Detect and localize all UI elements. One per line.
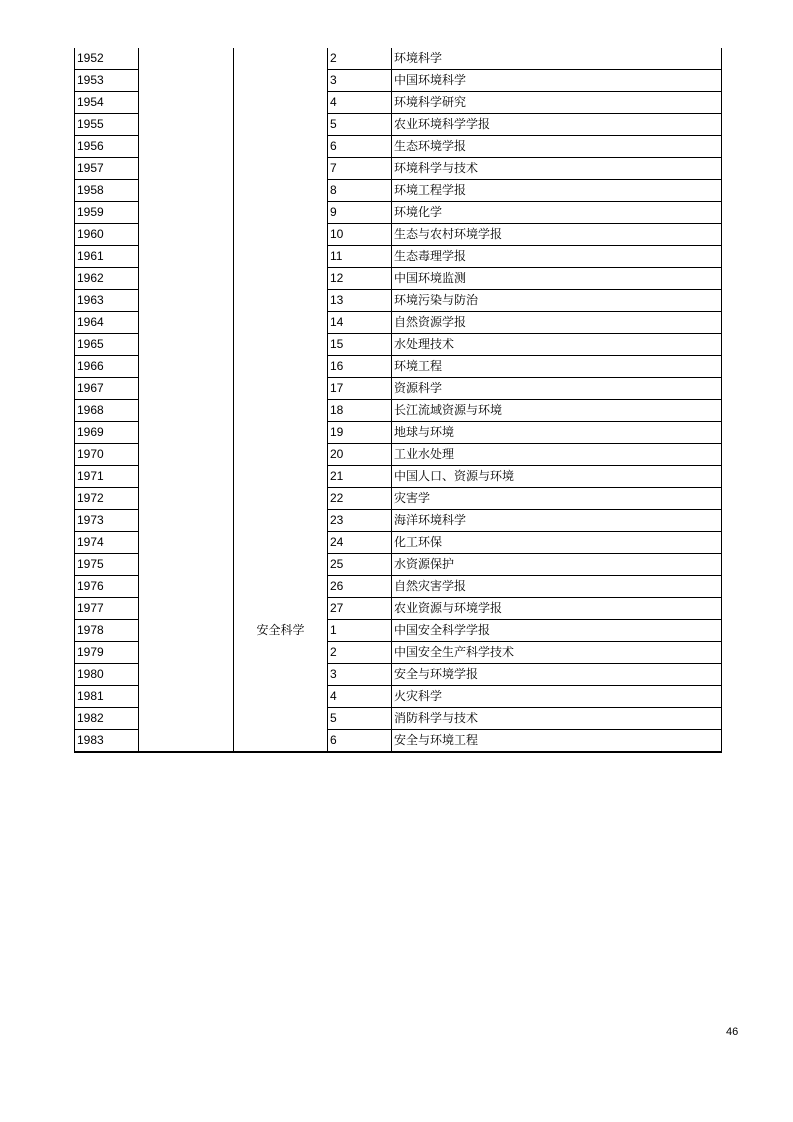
row-rank: 19 [328,422,392,444]
row-seq-number: 1959 [75,202,139,224]
row-seq-number: 1980 [75,664,139,686]
row-rank: 4 [328,92,392,114]
row-subject [234,510,328,532]
row-journal-name: 环境科学 [392,48,722,70]
row-seq-number: 1971 [75,466,139,488]
row-subject [234,664,328,686]
row-category-cell [139,268,234,290]
row-rank: 21 [328,466,392,488]
table-row [75,444,722,466]
row-seq-number: 1956 [75,136,139,158]
row-rank: 3 [328,664,392,686]
table-row [75,664,722,686]
row-journal-name: 环境科学与技术 [392,158,722,180]
table-row [75,158,722,180]
row-journal-name: 海洋环境科学 [392,510,722,532]
row-seq-number: 1967 [75,378,139,400]
row-journal-name: 中国人口、资源与环境 [392,466,722,488]
table-row [75,532,722,554]
table-row [75,554,722,576]
table-row [75,400,722,422]
row-rank: 25 [328,554,392,576]
row-journal-name: 水资源保护 [392,554,722,576]
row-subject [234,466,328,488]
row-category-cell [139,664,234,686]
row-journal-name: 安全与环境学报 [392,664,722,686]
row-rank: 23 [328,510,392,532]
row-seq-number: 1976 [75,576,139,598]
table-row [75,312,722,334]
table-row [75,686,722,708]
row-subject [234,136,328,158]
row-category-cell [139,620,234,642]
row-journal-name: 生态环境学报 [392,136,722,158]
row-journal-name: 环境污染与防治 [392,290,722,312]
row-subject [234,554,328,576]
row-rank: 7 [328,158,392,180]
table-row [75,576,722,598]
row-category-cell [139,224,234,246]
row-rank: 6 [328,730,392,753]
row-subject [234,92,328,114]
row-rank: 11 [328,246,392,268]
row-subject [234,246,328,268]
row-rank: 13 [328,290,392,312]
row-rank: 22 [328,488,392,510]
row-seq-number: 1953 [75,70,139,92]
table-body [75,48,722,752]
table-row [75,136,722,158]
row-journal-name: 中国安全生产科学技术 [392,642,722,664]
table-row [75,114,722,136]
row-subject: 安全科学 [234,620,328,642]
row-category-cell [139,488,234,510]
row-subject [234,576,328,598]
row-subject [234,268,328,290]
row-journal-name: 农业环境科学学报 [392,114,722,136]
row-journal-name: 水处理技术 [392,334,722,356]
row-category-cell [139,598,234,620]
row-journal-name: 环境化学 [392,202,722,224]
table-row [75,268,722,290]
table-row [75,598,722,620]
row-rank: 20 [328,444,392,466]
table-row [75,180,722,202]
row-rank: 1 [328,620,392,642]
row-rank: 5 [328,708,392,730]
table-row [75,48,722,70]
row-subject [234,290,328,312]
table-row [75,422,722,444]
table-row [75,202,722,224]
row-category-cell [139,290,234,312]
row-seq-number: 1958 [75,180,139,202]
row-subject [234,642,328,664]
row-journal-name: 自然灾害学报 [392,576,722,598]
row-rank: 3 [328,70,392,92]
row-category-cell [139,422,234,444]
row-category-cell [139,48,234,70]
row-category-cell [139,510,234,532]
table-row [75,224,722,246]
row-rank: 26 [328,576,392,598]
row-journal-name: 中国安全科学学报 [392,620,722,642]
row-category-cell [139,444,234,466]
row-seq-number: 1978 [75,620,139,642]
row-category-cell [139,576,234,598]
row-category-cell [139,378,234,400]
row-subject [234,334,328,356]
row-rank: 9 [328,202,392,224]
row-category-cell [139,92,234,114]
row-subject [234,312,328,334]
row-seq-number: 1983 [75,730,139,753]
row-rank: 8 [328,180,392,202]
row-category-cell [139,136,234,158]
row-subject [234,730,328,753]
row-seq-number: 1981 [75,686,139,708]
row-seq-number: 1966 [75,356,139,378]
table-row [75,70,722,92]
row-category-cell [139,114,234,136]
row-journal-name: 安全与环境工程 [392,730,722,753]
row-journal-name: 资源科学 [392,378,722,400]
row-category-cell [139,202,234,224]
row-subject [234,378,328,400]
row-category-cell [139,642,234,664]
row-rank: 17 [328,378,392,400]
row-rank: 24 [328,532,392,554]
row-journal-name: 中国环境科学 [392,70,722,92]
row-seq-number: 1979 [75,642,139,664]
row-category-cell [139,180,234,202]
row-rank: 18 [328,400,392,422]
row-seq-number: 1962 [75,268,139,290]
row-journal-name: 环境工程学报 [392,180,722,202]
row-seq-number: 1973 [75,510,139,532]
row-rank: 12 [328,268,392,290]
table-row [75,730,722,753]
row-subject [234,70,328,92]
row-journal-name: 生态与农村环境学报 [392,224,722,246]
row-seq-number: 1969 [75,422,139,444]
row-journal-name: 消防科学与技术 [392,708,722,730]
table-row [75,708,722,730]
row-rank: 10 [328,224,392,246]
row-subject [234,708,328,730]
row-seq-number: 1952 [75,48,139,70]
row-seq-number: 1960 [75,224,139,246]
table-row [75,510,722,532]
row-journal-name: 长江流域资源与环境 [392,400,722,422]
table-row [75,488,722,510]
table-row [75,466,722,488]
row-subject [234,686,328,708]
row-category-cell [139,158,234,180]
row-category-cell [139,400,234,422]
row-rank: 6 [328,136,392,158]
row-rank: 4 [328,686,392,708]
row-subject [234,598,328,620]
row-rank: 2 [328,642,392,664]
row-category-cell [139,686,234,708]
row-journal-name: 工业水处理 [392,444,722,466]
row-journal-name: 环境科学研究 [392,92,722,114]
table-row [75,356,722,378]
row-category-cell [139,356,234,378]
row-seq-number: 1955 [75,114,139,136]
table-row [75,246,722,268]
page-number: 46 [726,1026,739,1038]
table-row [75,642,722,664]
row-seq-number: 1963 [75,290,139,312]
table-row [75,334,722,356]
row-category-cell [139,554,234,576]
row-category-cell [139,334,234,356]
row-subject [234,356,328,378]
row-journal-name: 自然资源学报 [392,312,722,334]
row-seq-number: 1975 [75,554,139,576]
row-category-cell [139,312,234,334]
row-journal-name: 环境工程 [392,356,722,378]
row-subject [234,422,328,444]
row-seq-number: 1965 [75,334,139,356]
row-seq-number: 1982 [75,708,139,730]
row-journal-name: 生态毒理学报 [392,246,722,268]
row-subject [234,224,328,246]
row-seq-number: 1970 [75,444,139,466]
row-rank: 2 [328,48,392,70]
row-subject [234,158,328,180]
row-journal-name: 火灾科学 [392,686,722,708]
row-rank: 5 [328,114,392,136]
row-rank: 27 [328,598,392,620]
row-category-cell [139,246,234,268]
row-seq-number: 1964 [75,312,139,334]
row-subject [234,48,328,70]
row-category-cell [139,730,234,753]
table-row [75,92,722,114]
row-subject [234,114,328,136]
row-rank: 16 [328,356,392,378]
row-journal-name: 地球与环境 [392,422,722,444]
row-journal-name: 中国环境监测 [392,268,722,290]
row-seq-number: 1972 [75,488,139,510]
table-row [75,620,722,642]
row-subject [234,444,328,466]
table-row [75,378,722,400]
journal-ranking-table [74,48,722,753]
table-row [75,290,722,312]
row-category-cell [139,70,234,92]
row-journal-name: 灾害学 [392,488,722,510]
row-seq-number: 1957 [75,158,139,180]
row-rank: 15 [328,334,392,356]
row-journal-name: 农业资源与环境学报 [392,598,722,620]
row-journal-name: 化工环保 [392,532,722,554]
row-seq-number: 1954 [75,92,139,114]
row-rank: 14 [328,312,392,334]
row-subject [234,400,328,422]
row-category-cell [139,708,234,730]
row-category-cell [139,532,234,554]
row-category-cell [139,466,234,488]
row-subject [234,202,328,224]
row-seq-number: 1968 [75,400,139,422]
row-seq-number: 1961 [75,246,139,268]
row-seq-number: 1974 [75,532,139,554]
row-subject [234,532,328,554]
row-subject [234,180,328,202]
row-seq-number: 1977 [75,598,139,620]
row-subject [234,488,328,510]
